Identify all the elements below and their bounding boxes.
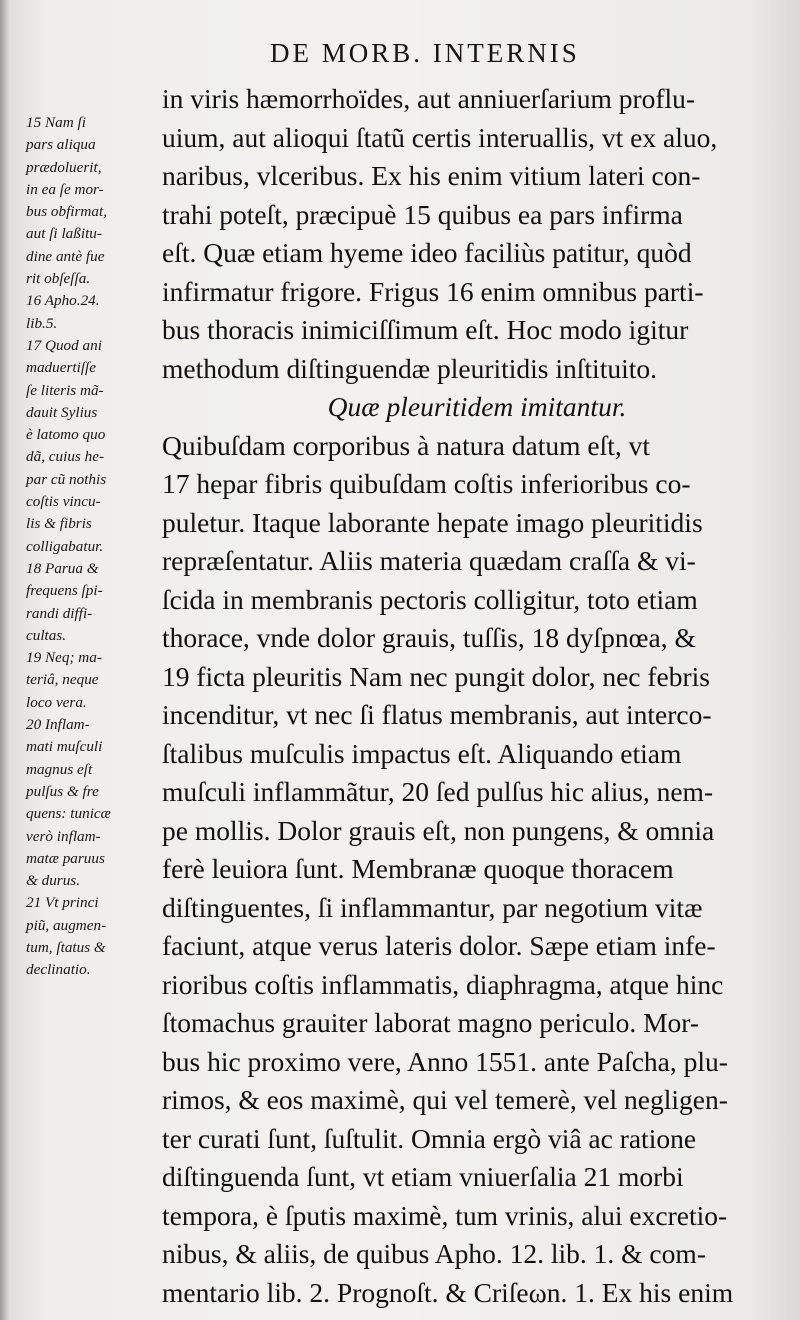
margin-note-line: coſtis vincu- xyxy=(26,493,101,511)
body-line: in viris hæmorrhoïdes, aut anniuerſarium proflu- xyxy=(162,83,696,114)
body-line: trahi poteſt, præcipuè 15 quibus ea pars infirma xyxy=(162,198,683,230)
margin-note-line: maduertiſſe xyxy=(26,359,97,377)
body-line: muſculi inflammãtur, 20 ſed pulſus hic alius, nem- xyxy=(162,776,714,807)
margin-note-line: 18 Parua & xyxy=(26,559,99,577)
margin-note-line: aut ſi laßitu- xyxy=(26,225,102,243)
margin-note-line: 15 Nam ſi xyxy=(26,114,86,131)
margin-note-line: 21 Vt princi xyxy=(26,894,99,912)
margin-note-line: par cũ nothis xyxy=(26,470,107,488)
body-line: bus hic proximo vere, Anno 1551. ante Paſcha, plu- xyxy=(162,1045,728,1077)
margin-note-line: prædoluerit, xyxy=(26,158,102,176)
margin-notes xyxy=(26,112,176,982)
section-heading: Quæ pleuritidem imitantur. xyxy=(327,391,627,422)
body-line: puletur. Itaque laborante hepate imago pleuritidis xyxy=(162,506,703,538)
margin-note-line: è latomo quo xyxy=(26,426,106,444)
margin-note-line: magnus eſt xyxy=(26,760,93,778)
margin-note-line: ſe literis mã- xyxy=(26,381,104,399)
margin-note-line: quens: tunicæ xyxy=(26,805,111,823)
margin-note-line: matæ paruus xyxy=(26,849,105,867)
body-line: faciunt, atque verus lateris dolor. Sæpe etiam infe- xyxy=(162,930,716,961)
body-line: bus thoracis inimiciſſimum eſt. Hoc modo igitur xyxy=(162,314,689,345)
body-line: ter curati ſunt, ſuſtulit. Omnia ergò viâ ac ratione xyxy=(162,1122,697,1154)
margin-note-line: frequens ſpi- xyxy=(26,582,103,600)
margin-note-line: & durus. xyxy=(26,872,81,890)
body-line: tempora, è ſputis maximè, tum vrinis, alui excretio- xyxy=(162,1199,728,1231)
body-line: ſtalibus muſculis impactus eſt. Aliquando etiam xyxy=(162,737,682,769)
margin-note-line: cultas. xyxy=(26,626,67,644)
body-line: eſt. Quæ etiam hyeme ideo faciliùs patitur, quòd xyxy=(162,237,692,268)
margin-note-line: pulſus & fre xyxy=(26,782,99,800)
body-text xyxy=(162,80,792,1312)
body-line: Quibuſdam corporibus à natura datum eſt, vt xyxy=(162,429,651,461)
margin-note-line: 17 Quod ani xyxy=(26,336,102,354)
body-line: 17 hepar fibris quibuſdam coſtis inferioribus co- xyxy=(162,468,691,499)
body-line: repræſentatur. Aliis materia quædam craſſa & vi- xyxy=(162,545,696,576)
body-line: mentario lib. 2. Prognoſt. & Criſeωn. 1. Ex his enim xyxy=(162,1276,734,1308)
body-line: pe mollis. Dolor grauis eſt, non pungens, & omnia xyxy=(162,814,715,846)
margin-note-line: verò inflam- xyxy=(26,827,101,845)
body-line: methodum diſtinguendæ pleuritidis inſtituito. xyxy=(162,352,657,384)
body-line: diſtinguenda ſunt, vt etiam vniuerſalia 21 morbi xyxy=(162,1161,684,1192)
margin-note-line: tum, ſtatus & xyxy=(26,938,106,956)
margin-note-line: piũ, augmen- xyxy=(26,916,107,934)
body-line: rimos, & eos maximè, qui vel temerè, vel negligen- xyxy=(162,1084,728,1115)
margin-note-line: colligabatur. xyxy=(26,537,104,555)
margin-note-line: teriâ, neque xyxy=(26,671,99,689)
body-line: ferè leuiora ſunt. Membranæ quoque thoracem xyxy=(162,853,674,884)
body-line: nibus, & aliis, de quibus Apho. 12. lib. 1. & com- xyxy=(162,1238,706,1269)
body-line: thorace, vnde dolor grauis, tuſſis, 18 dyſpnœa, & xyxy=(162,622,696,653)
body-line: infirmatur frigore. Frigus 16 enim omnibus parti- xyxy=(162,275,704,307)
body-line: rioribus coſtis inflammatis, diaphragma, atque hinc xyxy=(162,968,724,1000)
body-line: incenditur, vt nec ſi flatus membranis, aut interco- xyxy=(162,699,712,730)
body-line: diſtinguentes, ſi inflammantur, par negotium vitæ xyxy=(162,891,703,923)
margin-note-line: 16 Apho.24. xyxy=(26,292,100,310)
margin-note-line: dine antè fue xyxy=(26,247,105,265)
margin-note-line: in ea ſe mor- xyxy=(26,180,104,198)
margin-note-line: declinatio. xyxy=(26,961,91,979)
body-line: 19 ficta pleuritis Nam nec pungit dolor, nec febris xyxy=(162,660,710,692)
running-head: DE MORB. INTERNIS xyxy=(270,38,580,68)
margin-note-line: lib.5. xyxy=(26,314,58,332)
margin-note-line: lis & fibris xyxy=(26,515,92,533)
body-line: ſtomachus grauiter laborat magno periculo. Mor- xyxy=(162,1007,700,1038)
margin-note-line: dã, cuius he- xyxy=(26,448,105,466)
body-line: ſcida in membranis pectoris colligitur, toto etiam xyxy=(162,583,698,615)
margin-note-line: pars aliqua xyxy=(26,136,96,154)
margin-note-line: dauit Sylius xyxy=(26,403,98,421)
margin-note-line: randi diffi- xyxy=(26,604,93,622)
margin-note-line: mati muſculi xyxy=(26,738,103,756)
margin-note-line: 20 Inflam- xyxy=(26,716,90,734)
margin-note-line: rit obſeſſa. xyxy=(26,270,91,288)
margin-note-line: loco vera. xyxy=(26,693,87,711)
margin-note-line: 19 Neq; ma- xyxy=(26,649,102,667)
body-line: uium, aut alioqui ſtatũ certis interuallis, vt ex aluo, xyxy=(162,121,718,153)
gutter-shadow xyxy=(0,0,10,1320)
margin-note-line: bus obfirmat, xyxy=(26,203,108,221)
body-line: naribus, vlceribus. Ex his enim vitium lateri con- xyxy=(162,160,701,191)
